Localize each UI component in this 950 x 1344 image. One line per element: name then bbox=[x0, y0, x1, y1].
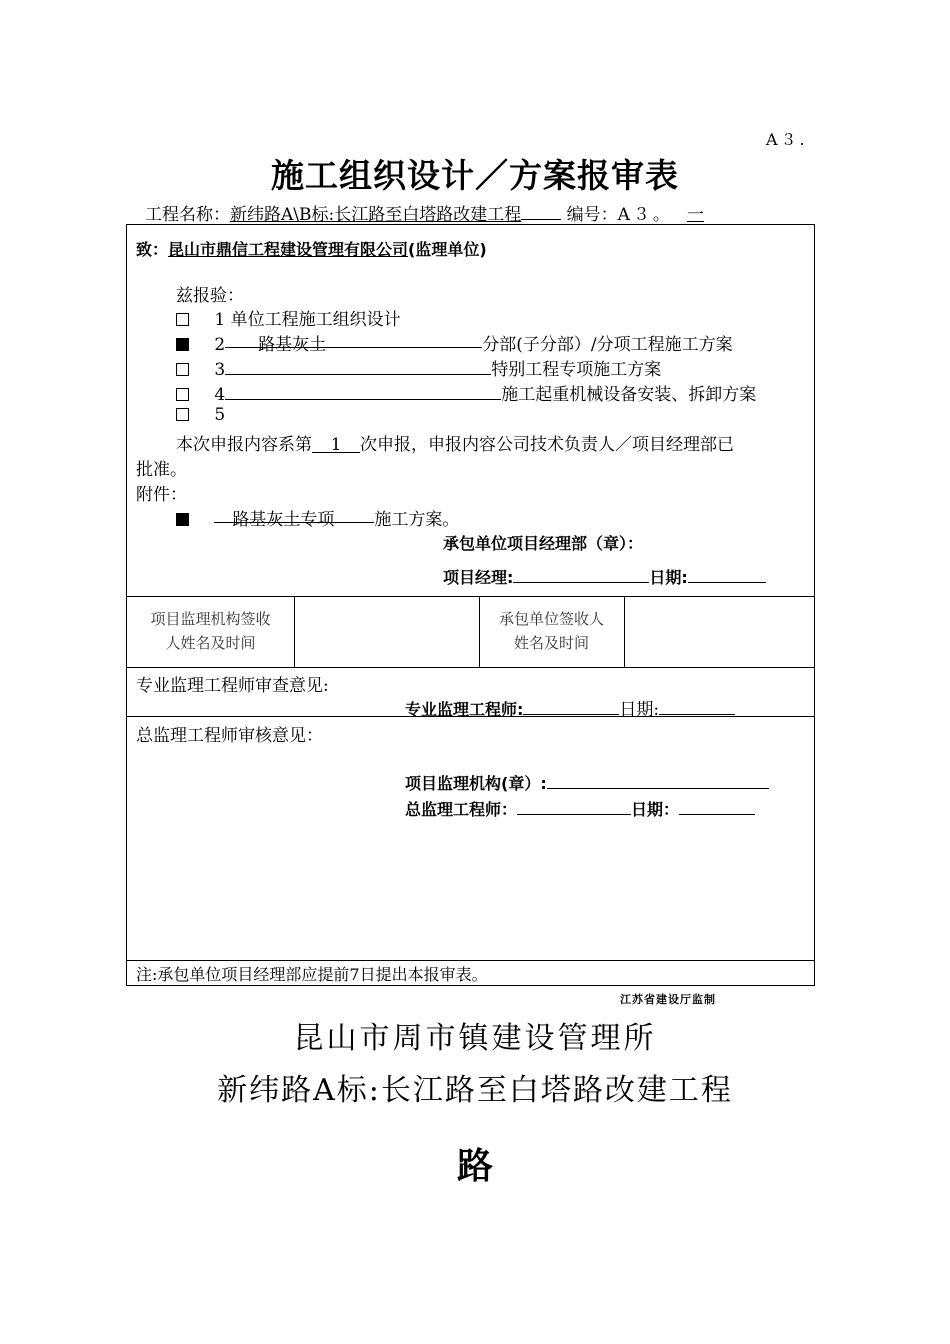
form-code: A３. bbox=[766, 130, 808, 149]
manager-date-field[interactable] bbox=[688, 565, 766, 583]
supervision-org-line: 项目监理机构(章）: bbox=[405, 771, 769, 794]
supervision-role: (监理单位) bbox=[408, 240, 487, 259]
list-item: 3 特别工程专项施工方案 bbox=[176, 355, 661, 380]
project-name: 新纬路A\B标:长江路至白塔路改建工程 bbox=[230, 205, 522, 225]
list-item: 2 路基灰土 分部(子分部）/分项工程施工方案 bbox=[176, 330, 733, 355]
engineer-signature-field[interactable] bbox=[523, 697, 619, 715]
engineer-signature-line: 专业监理工程师: 日期: bbox=[405, 695, 735, 720]
approval-form-table bbox=[126, 224, 815, 986]
footer-road: 路 bbox=[456, 1146, 493, 1187]
declaration-line: 本次申报内容系第 1 次申报，申报内容公司技术负责人／项目经理部已 bbox=[176, 435, 734, 455]
declaration-line-2: 批准。 bbox=[136, 460, 187, 480]
contractor-seal-label: 承包单位项目经理部（章）： bbox=[443, 534, 644, 553]
project-number: A３。 bbox=[617, 205, 673, 225]
footer-organization: 昆山市周市镇建设管理所 bbox=[293, 1021, 657, 1056]
supervised-by: 江苏省建设厅监制 bbox=[620, 993, 716, 1006]
project-line bbox=[145, 200, 704, 225]
attachment-text: 施工方案。 bbox=[374, 510, 460, 530]
divider bbox=[624, 596, 625, 667]
submit-intro: 兹报验： bbox=[176, 286, 244, 306]
attachment-item bbox=[176, 505, 459, 530]
chief-signature-field[interactable] bbox=[517, 797, 631, 815]
checkbox-item-1[interactable] bbox=[176, 313, 189, 326]
attachment-label: 附件： bbox=[136, 485, 187, 505]
checkbox-item-2[interactable] bbox=[176, 338, 189, 351]
to-prefix: 致： bbox=[136, 240, 169, 259]
attachment-value: 路基灰土专项 bbox=[232, 510, 335, 530]
item-3-text: 特别工程专项施工方案 bbox=[491, 360, 662, 380]
checkbox-item-4[interactable] bbox=[176, 388, 189, 401]
chief-signature-line: 总监理工程师： 日期： bbox=[405, 797, 755, 820]
contractor-manager-line: 项目经理: 日期: bbox=[443, 565, 766, 588]
engineer-date-field[interactable] bbox=[659, 697, 735, 715]
form-note: 注:承包单位项目经理部应提前7日提出本报审表。 bbox=[136, 965, 488, 984]
submission-count: 1 bbox=[312, 435, 360, 453]
divider bbox=[127, 960, 814, 961]
checkbox-attachment[interactable] bbox=[176, 513, 189, 526]
project-number-label: 编号： bbox=[566, 205, 618, 225]
list-item: 4 施工起重机械设备安装、拆卸方案 bbox=[176, 380, 756, 405]
item-2-text: 分部(子分部）/分项工程施工方案 bbox=[482, 335, 733, 355]
supervision-receipt-label: 项目监理机构签收 人姓名及时间 bbox=[150, 610, 271, 652]
item-1-text: 单位工程施工组织设计 bbox=[230, 310, 401, 330]
divider bbox=[127, 596, 814, 597]
item-4-text: 施工起重机械设备安装、拆卸方案 bbox=[501, 385, 757, 405]
contractor-receipt-label: 承包单位签收人 姓名及时间 bbox=[498, 610, 604, 652]
list-item: 5 bbox=[176, 405, 225, 425]
checkbox-item-3[interactable] bbox=[176, 363, 189, 376]
engineer-review-label: 专业监理工程师审查意见: bbox=[136, 676, 329, 696]
divider bbox=[294, 596, 295, 667]
chief-date-field[interactable] bbox=[679, 797, 755, 815]
manager-signature-field[interactable] bbox=[513, 565, 649, 583]
supervision-org-seal-field[interactable] bbox=[547, 771, 769, 789]
footer-project: 新纬路A标:长江路至白塔路改建工程 bbox=[217, 1073, 733, 1108]
chief-review-label: 总监理工程师审核意见： bbox=[136, 726, 323, 746]
supervision-company: 昆山市鼎信工程建设管理有限公司 bbox=[168, 240, 409, 259]
addressee-line bbox=[136, 237, 487, 260]
page-title: 施工组织设计／方案报审表 bbox=[271, 156, 679, 195]
project-number-suffix: 一 bbox=[686, 205, 704, 225]
list-item: 1 单位工程施工组织设计 bbox=[176, 305, 401, 330]
checkbox-item-5[interactable] bbox=[176, 408, 189, 421]
item-2-value: 路基灰土 bbox=[258, 335, 327, 355]
project-name-label: 工程名称： bbox=[145, 205, 230, 225]
divider bbox=[127, 667, 814, 668]
